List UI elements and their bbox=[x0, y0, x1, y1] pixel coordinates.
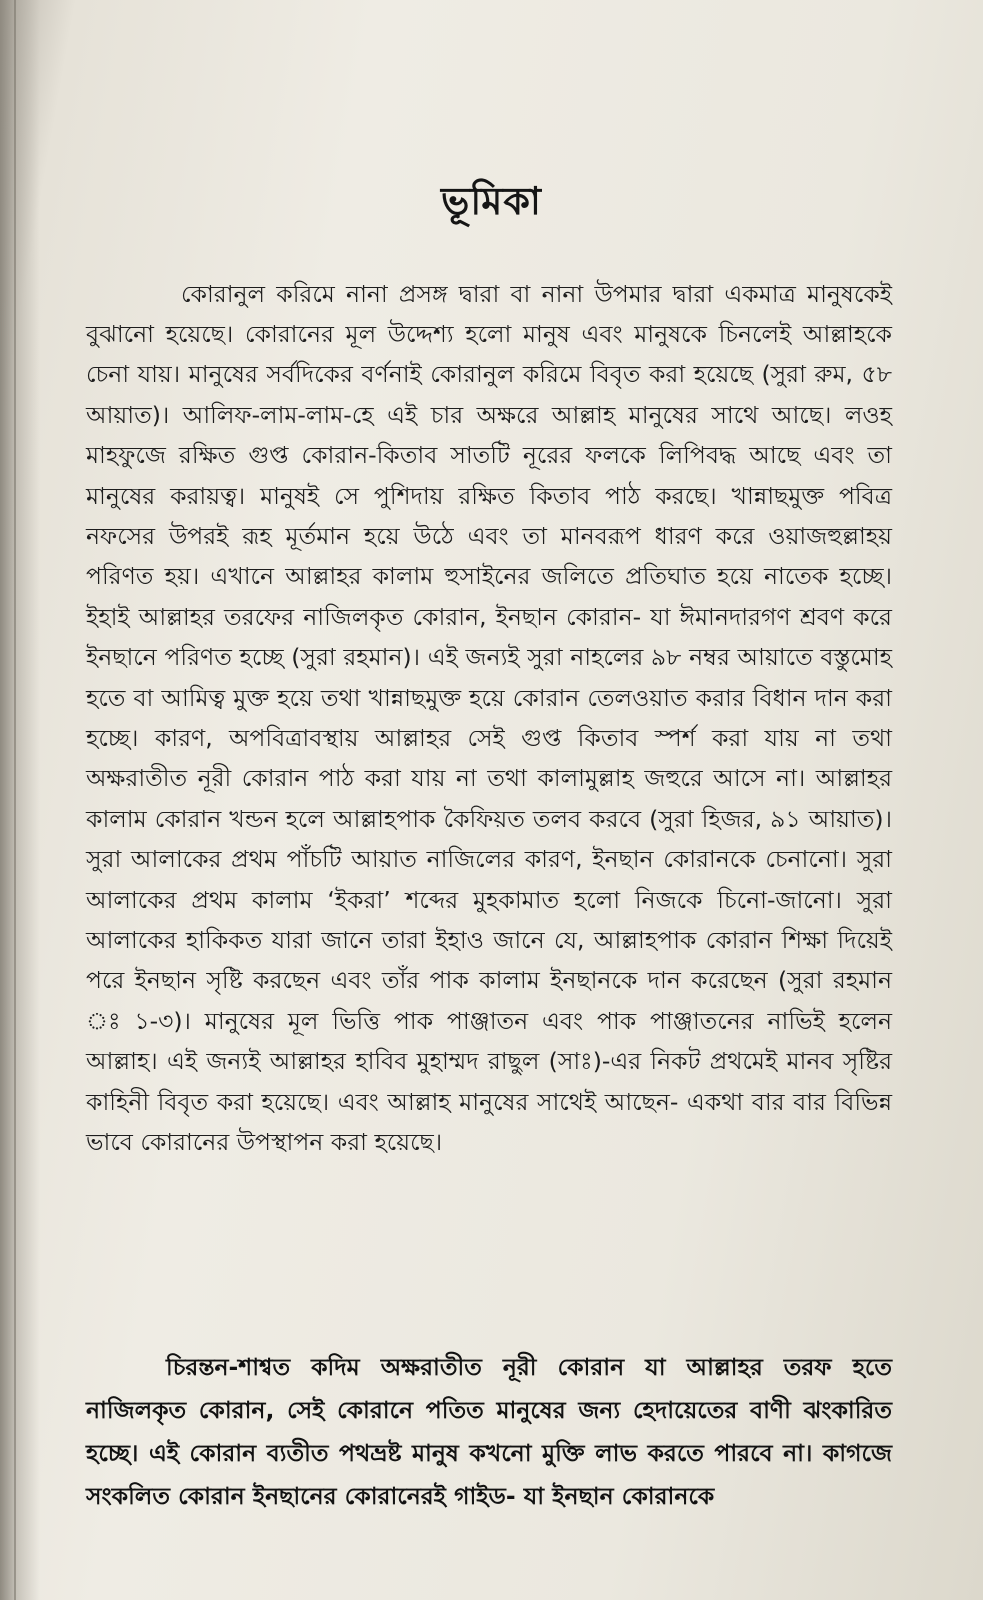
page-title: ভূমিকা bbox=[441, 179, 542, 223]
spine-shadow bbox=[0, 0, 40, 1600]
paragraph-2: চিরন্তন-শাশ্বত কদিম অক্ষরাতীত নূরী কোরান যা আল্লাহর তরফ হতে নাজিলকৃত কোরান, সেই কোরানে পতিত মানুষের জন্য হেদায়েতের বাণী ঝংকারিত হচ্ছে। এই কোরান ব্যতীত পথভ্রষ্ট মানুষ কখনো মুক্তি লাভ করতে পারবে না। কাগজে সংকলিত কোরান ইনছানের কোরানেরই গাইড- যা ইনছান কোরানকে bbox=[86, 1352, 892, 1510]
page-edge bbox=[14, 0, 16, 1600]
paragraph-1: কোরানুল করিমে নানা প্রসঙ্গ দ্বারা বা নানা উপমার দ্বারা একমাত্র মানুষকেই বুঝানো হয়েছে। কোরানের মূল উদ্দেশ্য হলো মানুষ এবং মানুষকে চিনলেই আল্লাহকে চেনা যায়। মানুষের সর্বদিকের বর্ণনাই কোরানুল করিমে বিবৃত করা হয়েছে (সুরা রুম, ৫৮ আয়াত)। আলিফ-লাম-লাম-হে এই চার অক্ষরে আল্লাহ মানুষের সাথে আছে। লওহ মাহফুজে রক্ষিত গুপ্ত কোরান-কিতাব সাতটি নূরের ফলকে লিপিবদ্ধ আছে এবং তা মানুষের করায়ত্ব। মানুষই সে পুশিদায় রক্ষিত কিতাব পাঠ করছে। খান্নাছমুক্ত পবিত্র নফসের উপরই রূহ মূর্তমান হয়ে উঠে এবং তা মানবরূপ ধারণ করে ওয়াজহুল্লাহয় পরিণত হয়। এখানে আল্লাহর কালাম হুসাইনের জলিতে প্রতিঘাত হয়ে নাতেক হচ্ছে। ইহাই আল্লাহর তরফের নাজিলকৃত কোরান, ইনছান কোরান- যা ঈমানদারগণ শ্রবণ করে ইনছানে পরিণত হচ্ছে (সুরা রহমান)। এই জন্যই সুরা নাহলের ৯৮ নম্বর আয়াতে বস্তুমোহ হতে বা আমিত্ব মুক্ত হয়ে তথা খান্নাছমুক্ত হয়ে কোরান তেলওয়াত করার বিধান দান করা হচ্ছে। কারণ, অপবিত্রাবস্থায় আল্লাহর সেই গুপ্ত কিতাব স্পর্শ করা যায় না তথা অক্ষরাতীত নূরী কোরান পাঠ করা যায় না তথা কালামুল্লাহ জহুরে আসে না। আল্লাহর কালাম কোরান খন্ডন হলে আল্লাহপাক কৈফিয়ত তলব করবে (সুরা হিজর, ৯১ আয়াত)। সুরা আলাকের প্রথম পাঁচটি আয়াত নাজিলের কারণ, ইনছান কোরানকে চেনানো। সুরা আলাকের প্রথম কালাম ‘ইকরা’ শব্দের মুহকামাত হলো নিজকে চিনো-জানো। সুরা আলাকের হাকিকত যারা জানে তারা ইহাও জানে যে, আল্লাহপাক কোরান শিক্ষা দিয়েই পরে ইনছান সৃষ্টি করছেন এবং তাঁর পাক কালাম ইনছানকে দান করেছেন (সুরা রহমান ঃ ১-৩)। মানুষের মূল ভিত্তি পাক পাঞ্জাতন এবং পাক পাঞ্জাতনের নাভিই হলেন আল্লাহ। এই জন্যই আল্লাহর হাবিব মুহাম্মদ রাছুল (সাঃ)-এর নিকট প্রথমেই মানব সৃষ্টির কাহিনী বিবৃত করা হয়েছে। এবং আল্লাহ মানুষের সাথেই আছেন- একথা বার বার বিভিন্ন ভাবে কোরানের উপস্থাপন করা হয়েছে। bbox=[86, 279, 892, 1157]
